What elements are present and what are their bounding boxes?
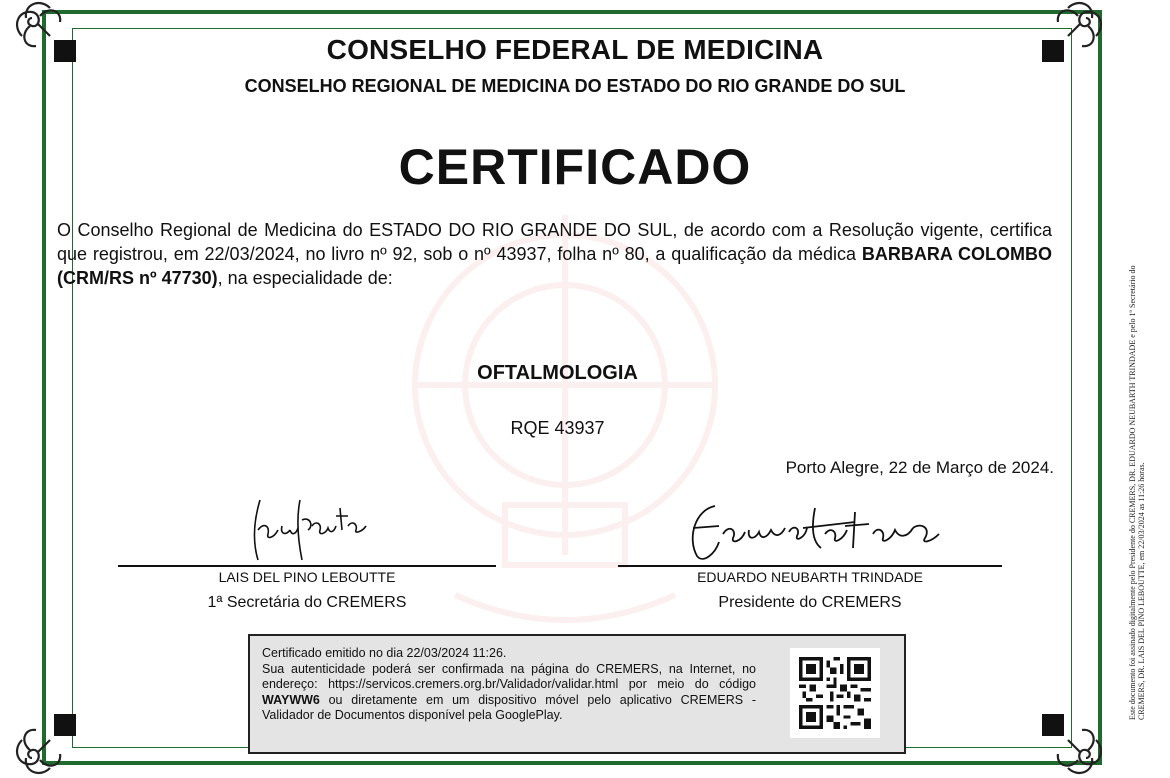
signatory-left-name: LAIS DEL PINO LEBOUTTE: [218, 569, 396, 585]
validation-text-part2: ou diretamente em um dispositivo móvel pelo aplicativo CREMERS - Validador de Documentos disponível pela GooglePlay.: [262, 692, 756, 722]
corner-ornament-bottom-left: [10, 710, 80, 778]
validation-instructions: [262, 662, 756, 724]
validation-text-part1: Sua autenticidade poderá ser confirmada na página do CREMERS, na Internet, no endereço: https://servicos.cremers.org.br/Validador/validar.html por meio do código: [262, 661, 756, 691]
side-note-line1: Este documento foi assinado digitalmente pelo Presidente do CREMERS, DR. EDUARDO NEUBARTH TRINDADE e pelo 1º Secretário do: [1128, 265, 1137, 720]
qr-code-icon: [799, 657, 871, 729]
signature-line-right: [618, 565, 1002, 567]
body-text-part2: , na especialidade de:: [217, 268, 393, 288]
signature-line-left: [118, 565, 496, 567]
signatory-left-role: 1ª Secretária do CREMERS: [207, 594, 407, 611]
council-federal-heading: CONSELHO FEDERAL DE MEDICINA: [326, 34, 824, 65]
authentication-text: [262, 646, 756, 724]
body-text-part1: O Conselho Regional de Medicina do ESTADO DO RIO GRANDE DO SUL, de acordo com a Resolução vigente, certifica que registrou, em 22/03/2024, no livro nº 92, sob o nº 43937, folha nº 80, a qualificação da médica: [57, 220, 1052, 264]
digital-signature-side-note: [1128, 140, 1158, 720]
signatory-right-name: EDUARDO NEUBARTH TRINDADE: [697, 569, 923, 585]
signature-right-image: [685, 498, 945, 564]
rqe-number: RQE 43937: [510, 418, 605, 438]
specialty-name: OFTALMOLOGIA: [477, 362, 638, 384]
certificate-body: [57, 218, 1052, 290]
side-note-line2: CREMERS, DR. LAIS DEL PINO LEBOUTTE, em 22/03/2024 as 11:26 horas.: [1137, 462, 1146, 720]
place-and-date: Porto Alegre, 22 de Março de 2024.: [785, 458, 1054, 477]
signature-left-image: [240, 490, 380, 562]
doctor-name: BARBARA COLOMBO (CRM/RS nº 47730): [57, 244, 1052, 288]
issued-date-text: Certificado emitido no dia 22/03/2024 11:26.: [262, 646, 507, 660]
certificate-title: CERTIFICADO: [398, 139, 752, 195]
council-regional-heading: CONSELHO REGIONAL DE MEDICINA DO ESTADO DO RIO GRANDE DO SUL: [244, 76, 906, 96]
signatory-right-role: Presidente do CREMERS: [718, 594, 902, 611]
validation-code: WAYWW6: [262, 692, 320, 707]
corner-ornament-bottom-right: [1038, 710, 1108, 778]
authentication-box: [248, 634, 906, 754]
qr-code[interactable]: [790, 648, 880, 738]
